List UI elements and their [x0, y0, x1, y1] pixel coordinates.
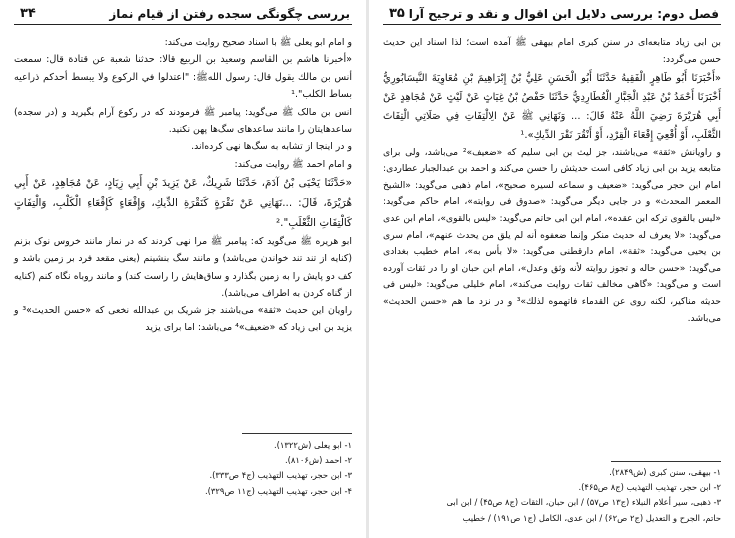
footnotes — [383, 465, 721, 526]
paragraph: بن ابی زیاد متابعه‌ای در سنن کبری امام بیهقی ﷺ آمده است؛ لذا اسناد این حدیث حسن می‌گردد: — [383, 37, 721, 66]
footnote: ۱- ابو یعلی (ش۱۳۲۲). — [273, 440, 352, 450]
paragraph: ابو هریره ﷺ می‌گوید که: پیامبر ﷺ مرا نهی کردند که در نماز مانند خروس نوک بزنم (کنایه از تند تند خواندن می‌باشد) و مانند سگ بنشینم (یعنی مقعد فرد بر زمین باشد و کف دو پایش را به زمین بگذارد و ساق‌هایش را راست کند) و مانند روباه نگاه کنم (کنایه از گناه کردن به اطراف می‌باشد). — [14, 235, 352, 299]
left-page — [0, 0, 366, 538]
running-title: فصل دوم: بررسی دلایل ابن اقوال و نقد و ترجیح آرا — [408, 7, 719, 21]
page-header — [383, 6, 721, 25]
paragraph: و راویانش «ثقة» می‌باشند، جز لیث بن ابی سلیم که «ضعیف»² می‌باشد، ولی برای متابعه یزید بن ابی زیاد کافی است حدیثش را حسن می‌کند و احمد بن عبدالجبار عطاردی: امام ابن حجر می‌گوید: «ضعیف و سماعه لسیره صحیح»، امام ذهبی می‌گوید: «الشیخ المعمر المحدث» و در جایی دیگر می‌گوید: «صدوق فی روایته»، امام حاکم می‌گوید: «لیس بالقوی ترکه ابن عقده»، امام ابن ابی حاتم می‌گوید: «لیس بالقوی»، امام ابن عدی می‌گوید: «لا یعرف له حدیث منکر وإنما ضعفوه أنه لم یلق من یحدث عنهم»، امام سری بن یحیی می‌گوید: «ثقة»، امام دارقطنی می‌گوید: «لا بأس به»، امام خطیب بغدادی می‌گوید: «حسن حاله و تجوز روایته لأنه وثق وعدل»، امام ابن حبان او را در ثقات آورده است و می‌گوید: «گاهی مخالف ثقات روایت می‌کند»، امام خلیلی می‌گوید: «لیس فی حدیثه مناکیر، لکنه روی عن القدماء فاتهموه لذلك»³ و در نزد ما هم «حسن الحدیث» می‌باشد. — [383, 146, 721, 324]
footnote: ۲- احمد (ش۸۱۰۶). — [284, 455, 352, 466]
paragraph: انس بن مالک ﷺ می‌گوید: پیامبر ﷺ فرمودند که در رکوع آرام بگیرید و (در سجده) ساعدهایتان را مانند ساعدهای سگ‌ها پهن نکنید. — [14, 106, 352, 136]
running-title: بررسی چگونگی سجده رفتن از قیام نماز — [109, 7, 350, 21]
right-page — [369, 0, 735, 538]
paragraph: و امام احمد ﷺ روایت می‌کند: — [234, 158, 352, 170]
page-number: ۳۴ — [20, 6, 36, 21]
paragraph: راویان این حدیث «ثقة» می‌باشند جز شریک بن عبدالله نخعی که «حسن الحدیث»³ و یزید بن ابی زیاد که «ضعیف»⁴ می‌باشد: اما برای یزید — [14, 305, 352, 334]
page-body — [14, 34, 352, 337]
footnote-separator — [611, 461, 721, 462]
footnote: حاتم، الجرح و التعدیل (ج۲ ص۶۲) / ابن عدی، الکامل (ج۱ ص۱۹۱) / خطیب — [462, 512, 721, 523]
footnote: ۳- ذهبی، سیر أعلام النبلاء (ج۱۳ ص۵۷) / ابن حبان، الثقات (ج۸ ص۴۵) / ابن ابی — [446, 497, 721, 508]
hadith-text: «حَدَّثَنَا یَحْیَى بْنُ آدَمَ، حَدَّثَنَا شَرِیكٌ، عَنْ یَزِیدَ بْنِ أَبِي زِیَادٍ، عَنْ مُجَاهِدٍ، عَنْ أَبِي هُرَیْرَةَ، قَالَ: ...نَهَانِي عَنْ نَقْرَةٍ كَنَقْرَةِ الدِّیكِ، وَإِقْعَاءٍ كَإِقْعَاءِ الْكَلْبِ، وَالْتِفَاتٍ كَالْتِفَاتِ الثَّعْلَبِ".² — [14, 176, 352, 229]
footnote: ۴- ابن حجر، تهذیب التهذیب (ج۱۱ ص۳۲۹). — [204, 485, 352, 496]
hadith-text: «أَخْبَرَنَا أَبُو طَاهِرٍ الْفَقِیهُ حَدَّثَنَا أَبُو الْحَسَنِ عَلِيُّ بْنُ إِبْرَاهِیمَ بْنِ مُعَاوِیَةَ النَّیسَابُورِيُّ أَخْبَرَنَا أَحْمَدُ بْنُ عَبْدِ الْجَبَّارِ الْعُطَارِدِيُّ حَدَّثَنَا حَفْصُ بْنُ غِیَاثٍ عَنْ لَیْثٍ عَنْ مُجَاهِدٍ عَنْ أَبِي هُرَیْرَةَ رَضِيَ اللَّهُ عَنْهُ قَالَ: ... وَنَهَانِي ﷺ عَنْ الِالْتِفَاتِ فِي صَلَاتِي الْتِفَاتَ الثَّعْلَبِ، أَوْ أُقْعِيَ إِقْعَاءَ الْقِرْدِ، أَوْ أَنْقُرَ نَقْرَ الدِّیكِ».¹ — [383, 72, 721, 141]
footnotes — [14, 438, 352, 499]
page-number: ۳۵ — [389, 6, 405, 21]
footnote: ۲- ابن حجر، تهذیب التهذیب (ج۸ ص۴۶۵). — [578, 482, 721, 493]
footnote: ۳- ابن حجر، تهذیب التهذیب (ج۴ ص۳۳۳). — [209, 470, 352, 481]
paragraph: و در اینجا از تشابه به سگ‌ها نهی کرده‌اند. — [191, 141, 352, 153]
footnote: ۱- بیهقی، سنن کبری (ش۲۸۴۹). — [609, 467, 721, 477]
paragraph: و امام ابو یعلی ﷺ با اسناد صحیح روایت می‌کند: — [164, 37, 352, 48]
hadith-text: «أخبرنا هاشم بن القاسم وسعید بن الربیع قالا: حدثنا شعبة عن قتادة قال: سمعت أنس بن مالك یقول قال: رسول اللهﷺ: "اعتدلوا في الرکوع ولا یبسط أحدکم ذراعیه بساط الکلب".¹ — [14, 54, 352, 101]
page-header — [14, 6, 352, 25]
footnote-separator — [242, 433, 352, 434]
page-body — [383, 34, 721, 327]
